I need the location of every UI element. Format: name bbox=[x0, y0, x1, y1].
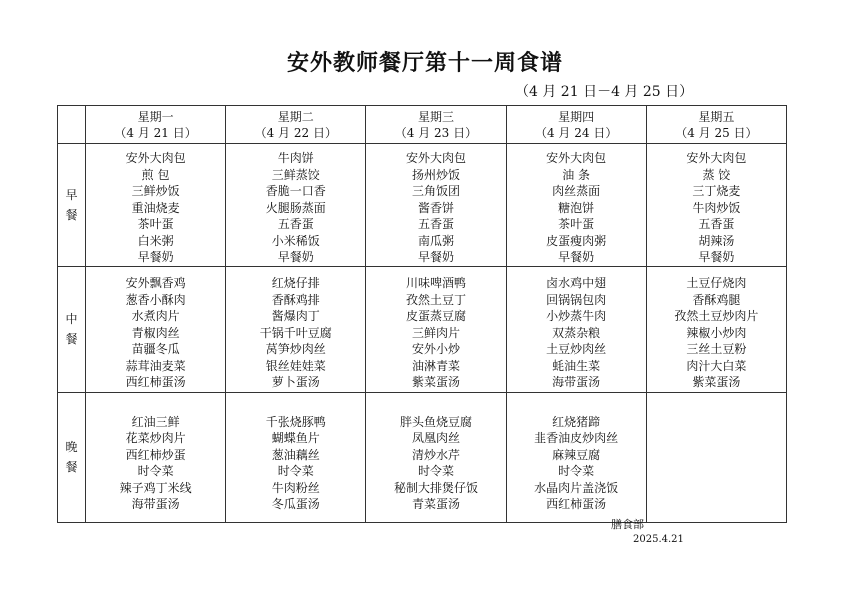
dish-item: 冬瓜蛋汤 bbox=[271, 497, 320, 511]
dish-list bbox=[226, 144, 365, 266]
dish-item: 早餐奶 bbox=[558, 250, 595, 264]
dish-item: 花菜炒肉片 bbox=[125, 431, 186, 445]
day-name: 星期五 bbox=[698, 109, 735, 124]
dish-item: 安外大肉包 bbox=[686, 151, 747, 165]
dish-item: 时令菜 bbox=[137, 464, 174, 478]
dish-item: 时令菜 bbox=[277, 464, 314, 478]
dish-item: 韭香油皮炒肉丝 bbox=[534, 431, 619, 445]
corner-cell bbox=[58, 106, 86, 144]
dish-item: 香脆一口香 bbox=[265, 184, 326, 198]
menu-cell bbox=[646, 392, 786, 522]
dish-item: 糖泡饼 bbox=[558, 200, 595, 215]
dish-item: 青菜蛋汤 bbox=[411, 497, 460, 511]
dish-item: 安外大肉包 bbox=[125, 151, 186, 165]
menu-title: 安外教师餐厅第十一周食谱 bbox=[286, 50, 563, 76]
dish-item: 南瓜粥 bbox=[417, 233, 454, 248]
dish-item: 蚝油生菜 bbox=[552, 358, 601, 373]
dish-list bbox=[86, 144, 225, 266]
dish-item: 安外大肉包 bbox=[405, 151, 466, 165]
menu-cell bbox=[86, 144, 226, 267]
dish-item: 酱香饼 bbox=[417, 200, 454, 215]
day-date: （4 月 21 日） bbox=[114, 125, 197, 140]
dish-item: 三丁烧麦 bbox=[692, 184, 741, 198]
dish-item: 三丝土豆粉 bbox=[686, 342, 747, 357]
dish-item: 牛肉炒饭 bbox=[692, 200, 741, 215]
dish-item: 银丝娃娃菜 bbox=[265, 358, 326, 373]
dish-item: 蒸 饺 bbox=[702, 167, 731, 182]
dish-item: 胖头鱼烧豆腐 bbox=[399, 414, 472, 429]
dish-item: 西红柿炒蛋 bbox=[125, 447, 186, 462]
dish-item: 孜然土豆丁 bbox=[405, 292, 466, 307]
dish-item: 香酥鸡腿 bbox=[692, 292, 741, 307]
dish-list bbox=[366, 402, 505, 513]
dish-item: 白米粥 bbox=[137, 233, 174, 248]
dish-item: 皮蛋瘦肉粥 bbox=[546, 233, 607, 248]
dish-item: 青椒肉丝 bbox=[131, 325, 180, 340]
dish-item: 辣椒小炒肉 bbox=[686, 325, 747, 340]
dish-item: 油 条 bbox=[562, 167, 591, 182]
day-date: （4 月 22 日） bbox=[254, 125, 337, 140]
dish-list bbox=[366, 144, 505, 266]
dish-item: 时令菜 bbox=[558, 464, 595, 478]
dish-item: 扬州炒饭 bbox=[411, 167, 460, 182]
dish-item: 五香蛋 bbox=[417, 217, 454, 231]
menu-cell bbox=[506, 392, 646, 522]
dish-item: 紫菜蛋汤 bbox=[692, 375, 741, 390]
dish-item: 三角饭团 bbox=[411, 184, 460, 198]
dish-item: 牛肉饼 bbox=[277, 151, 314, 165]
day-name: 星期二 bbox=[277, 109, 314, 124]
dish-item: 香酥鸡排 bbox=[271, 292, 320, 307]
department-signature: 膳食部 bbox=[611, 518, 644, 531]
dish-item: 早餐奶 bbox=[698, 250, 735, 264]
dish-item: 苗疆冬瓜 bbox=[131, 342, 180, 357]
date-range: （4 月 21 日－4 月 25 日） bbox=[515, 84, 694, 100]
dish-item: 三鲜炒饭 bbox=[131, 184, 180, 198]
dish-item: 土豆炒肉丝 bbox=[546, 342, 607, 357]
dish-item: 水煮肉片 bbox=[131, 309, 180, 324]
meal-label-char: 晚 bbox=[65, 440, 78, 454]
dish-item: 干锅千叶豆腐 bbox=[259, 325, 332, 340]
dish-item: 秘制大排煲仔饭 bbox=[393, 480, 478, 495]
dish-list bbox=[226, 267, 365, 391]
dish-item: 辣子鸡丁米线 bbox=[119, 480, 192, 495]
dish-item: 煎 包 bbox=[141, 167, 170, 182]
dish-item: 肉丝蒸面 bbox=[552, 184, 601, 198]
menu-cell bbox=[226, 392, 366, 522]
dish-list bbox=[86, 267, 225, 391]
dinner-row bbox=[58, 392, 787, 522]
dish-item: 凤凰肉丝 bbox=[411, 431, 460, 445]
dish-item: 卤水鸡中翅 bbox=[546, 276, 607, 291]
day-header-monday bbox=[86, 106, 226, 144]
dish-item: 重油烧麦 bbox=[131, 200, 180, 215]
menu-cell bbox=[506, 144, 646, 267]
meal-label-char: 餐 bbox=[65, 460, 78, 474]
menu-cell bbox=[86, 392, 226, 522]
menu-cell bbox=[366, 392, 506, 522]
issue-date: 2025.4.21 bbox=[633, 534, 684, 545]
lunch-row bbox=[58, 266, 787, 392]
meal-label-dinner bbox=[58, 392, 86, 522]
dish-item: 孜然土豆炒肉片 bbox=[674, 309, 759, 324]
dish-item: 西红柿蛋汤 bbox=[546, 497, 607, 511]
day-header-friday bbox=[646, 106, 786, 144]
day-header-tuesday bbox=[226, 106, 366, 144]
dish-item: 紫菜蛋汤 bbox=[411, 375, 460, 390]
meal-label-char: 早 bbox=[65, 187, 78, 202]
dish-item: 三鲜蒸饺 bbox=[271, 167, 320, 182]
day-name: 星期一 bbox=[137, 109, 174, 124]
breakfast-row bbox=[58, 144, 787, 267]
menu-cell bbox=[86, 266, 226, 392]
dish-item: 土豆仔烧肉 bbox=[686, 276, 747, 291]
meal-label-char: 餐 bbox=[65, 332, 78, 346]
menu-cell bbox=[366, 144, 506, 267]
dish-item: 油淋青菜 bbox=[411, 358, 460, 373]
day-date: （4 月 23 日） bbox=[394, 125, 478, 140]
menu-cell bbox=[226, 266, 366, 392]
dish-list bbox=[647, 267, 786, 391]
dish-item: 时令菜 bbox=[417, 464, 454, 478]
dish-item: 红油三鲜 bbox=[131, 414, 180, 429]
dish-list bbox=[647, 144, 786, 266]
dish-item: 三鲜肉片 bbox=[411, 325, 460, 340]
dish-item: 胡辣汤 bbox=[698, 233, 735, 248]
meal-label-lunch bbox=[58, 266, 86, 392]
dish-list bbox=[647, 451, 786, 463]
dish-item: 蝴蝶鱼片 bbox=[271, 431, 320, 445]
dish-item: 水晶肉片盖浇饭 bbox=[534, 480, 619, 495]
menu-cell bbox=[646, 266, 786, 392]
menu-cell bbox=[366, 266, 506, 392]
menu-cell bbox=[506, 266, 646, 392]
dish-item: 安外小炒 bbox=[411, 342, 460, 357]
dish-list bbox=[86, 402, 225, 513]
day-date: （4 月 25 日） bbox=[675, 125, 758, 140]
dish-item: 海带蛋汤 bbox=[552, 375, 601, 390]
dish-item: 红烧猪蹄 bbox=[552, 414, 601, 429]
day-name: 星期四 bbox=[558, 109, 595, 124]
dish-item: 葱香小酥肉 bbox=[125, 292, 186, 307]
dish-item: 早餐奶 bbox=[137, 250, 174, 264]
dish-item: 五香蛋 bbox=[277, 217, 314, 231]
dish-item: 小米稀饭 bbox=[271, 233, 320, 248]
dish-item: 茶叶蛋 bbox=[137, 217, 174, 231]
dish-item: 牛肉粉丝 bbox=[271, 480, 320, 495]
dish-item: 早餐奶 bbox=[417, 250, 454, 264]
dish-item: 千张烧豚鸭 bbox=[265, 414, 326, 429]
dish-item: 肉汁大白菜 bbox=[686, 358, 747, 373]
dish-list bbox=[226, 402, 365, 513]
dish-item: 早餐奶 bbox=[277, 250, 314, 264]
dish-item: 清炒水芹 bbox=[411, 447, 460, 462]
dish-item: 萝卜蛋汤 bbox=[271, 375, 320, 390]
dish-item: 茶叶蛋 bbox=[558, 217, 595, 231]
dish-item: 安外飘香鸡 bbox=[125, 276, 186, 291]
dish-item: 酱爆肉丁 bbox=[271, 309, 320, 324]
dish-item: 海带蛋汤 bbox=[131, 497, 180, 511]
day-header-wednesday bbox=[366, 106, 506, 144]
dish-item: 小炒蒸牛肉 bbox=[546, 309, 607, 324]
dish-item: 西红柿蛋汤 bbox=[125, 375, 186, 390]
weekly-menu-table bbox=[57, 105, 787, 523]
meal-label-breakfast bbox=[58, 144, 86, 267]
meal-label-char: 中 bbox=[65, 312, 78, 326]
dish-list bbox=[366, 267, 505, 391]
dish-item: 蒜茸油麦菜 bbox=[125, 358, 186, 373]
day-name: 星期三 bbox=[417, 109, 454, 124]
day-date: （4 月 24 日） bbox=[534, 125, 618, 140]
dish-item: 安外大肉包 bbox=[546, 151, 607, 165]
dish-item: 川味啤酒鸭 bbox=[405, 276, 466, 291]
header-row bbox=[58, 106, 787, 144]
day-header-thursday bbox=[506, 106, 646, 144]
dish-list bbox=[507, 267, 646, 391]
dish-item: 回锅锅包肉 bbox=[546, 292, 607, 307]
menu-cell bbox=[646, 144, 786, 267]
meal-label-char: 餐 bbox=[65, 207, 78, 222]
menu-cell bbox=[226, 144, 366, 267]
dish-item: 五香蛋 bbox=[698, 217, 735, 231]
dish-item: 葱油藕丝 bbox=[271, 447, 320, 462]
dish-item: 红烧仔排 bbox=[271, 276, 320, 291]
dish-item: 火腿肠蒸面 bbox=[265, 200, 326, 215]
dish-item: 麻辣豆腐 bbox=[552, 447, 601, 462]
dish-item: 莴笋炒肉丝 bbox=[265, 342, 326, 357]
dish-item: 双蒸杂粮 bbox=[552, 325, 601, 340]
dish-list bbox=[507, 144, 646, 266]
dish-item: 皮蛋蒸豆腐 bbox=[405, 309, 466, 324]
dish-list bbox=[507, 402, 646, 513]
